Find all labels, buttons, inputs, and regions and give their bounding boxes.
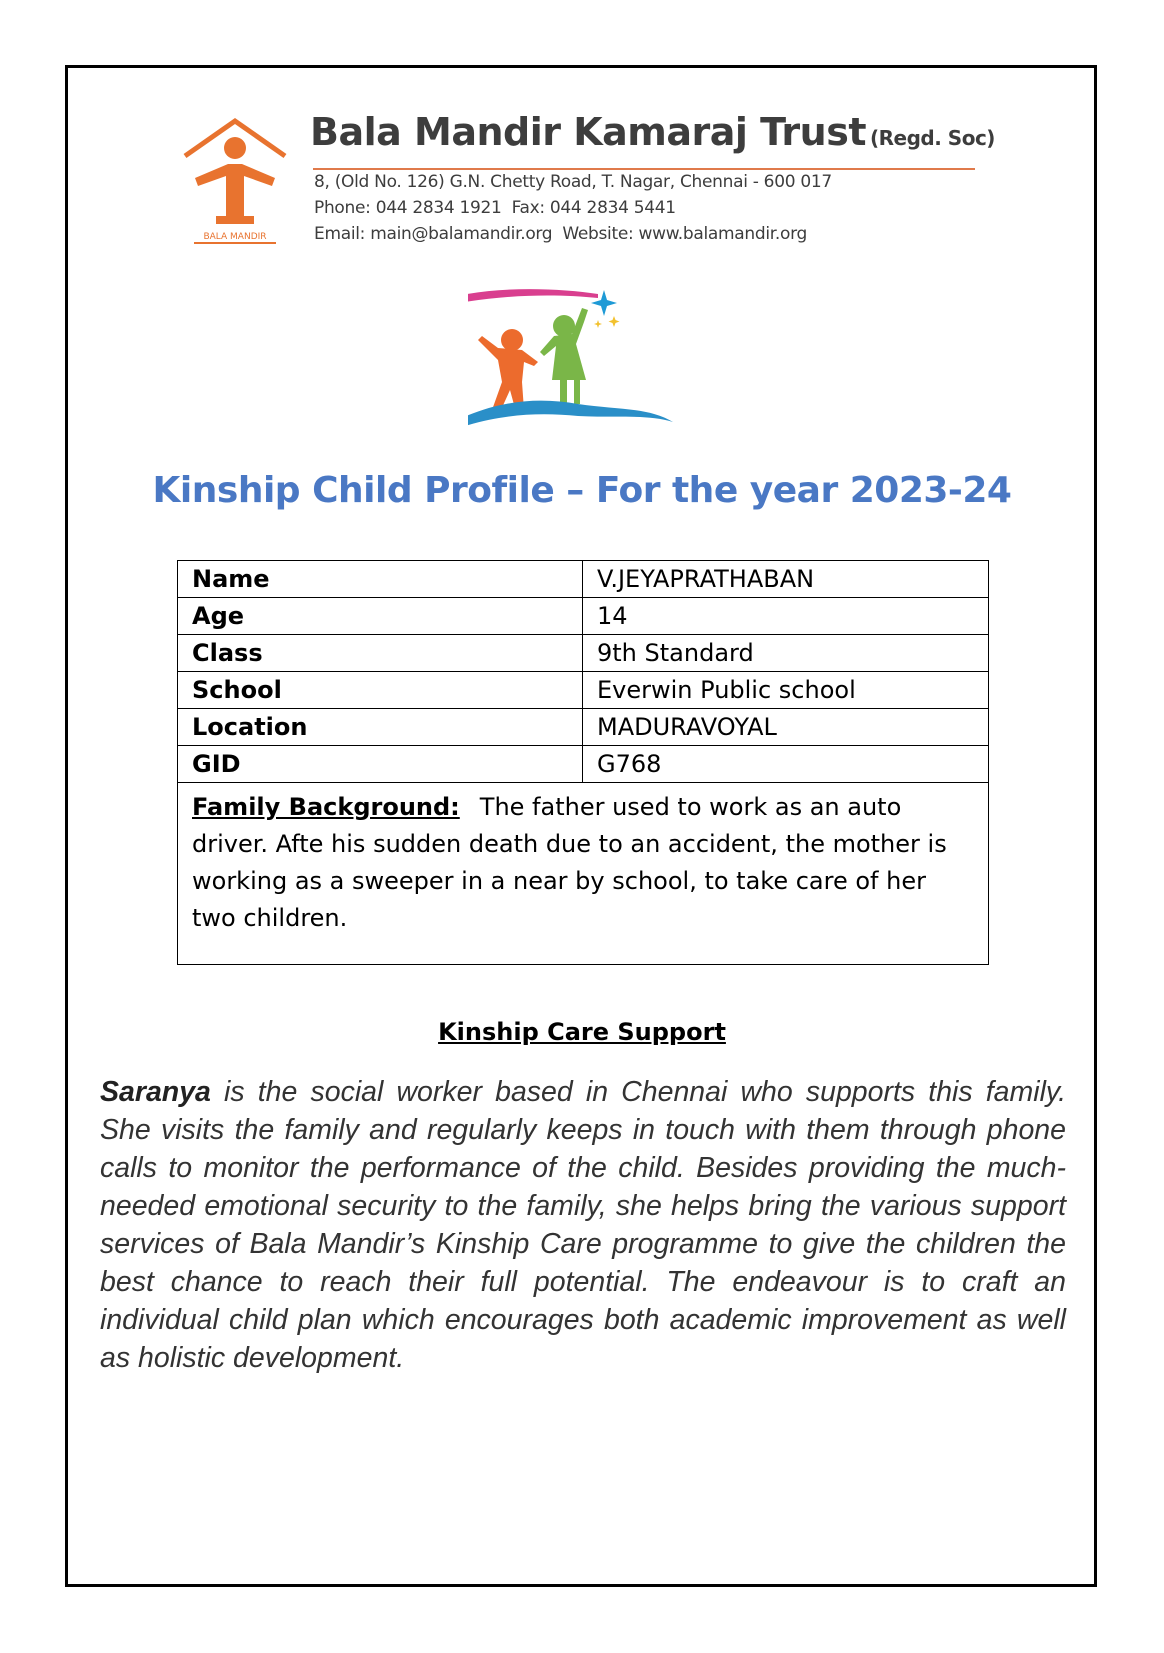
org-address: 8, (Old No. 126) G.N. Chetty Road, T. Nagar, Chennai - 600 017 [314,172,832,192]
profile-row-school [178,672,989,709]
family-background-label: Family Background: [192,793,460,821]
kinship-children-logo-icon [468,282,688,442]
profile-label: GID [178,746,583,783]
org-fax: Fax: 044 2834 5441 [511,198,676,218]
profile-label: School [178,672,583,709]
profile-value: 9th Standard [583,635,989,672]
profile-value: G768 [583,746,989,783]
bala-mandir-logo-icon [180,116,290,246]
support-heading: Kinship Care Support [438,1018,726,1046]
profile-label: Location [178,709,583,746]
profile-label: Class [178,635,583,672]
profile-label: Name [178,561,583,598]
profile-row-age [178,598,989,635]
social-worker-name: Saranya [100,1076,211,1108]
support-text: is the social worker based in Chennai who supports this family. She visits the family and regularly keeps in touch with them through phone calls to monitor the performance of the child. Besides providing the much-needed emotional security to the family, she helps bring the various support services of Bala Mandir’s Kinship Care programme to give the children the best chance to reach their full potential. The endeavour is to craft an individual child plan which encourages both academic improvement as well as holistic development. [100,1076,1066,1374]
support-paragraph [100,1073,1066,1377]
letterhead [180,110,995,260]
org-email: Email: main@balamandir.org [314,224,553,244]
profile-value: Everwin Public school [583,672,989,709]
org-phone-fax [314,198,676,218]
profile-value: MADURAVOYAL [583,709,989,746]
org-phone: Phone: 044 2834 1921 [314,198,502,218]
page-title: Kinship Child Profile – For the year 2023-24 [152,470,1012,511]
family-background-cell [178,783,989,965]
logo-caption: BALA MANDIR [203,232,267,242]
family-background-text: The father used to work as an auto driver. Afte his sudden death due to an accident, the mother is working as a sweeper in a near by school, to take care of her two children. [192,793,947,932]
profile-value: V.JEYAPRATHABAN [583,561,989,598]
org-reg: (Regd. Soc) [870,126,995,150]
org-website: Website: www.balamandir.org [562,224,807,244]
family-background-row [178,783,989,965]
profile-row-gid [178,746,989,783]
profile-row-location [178,709,989,746]
org-contact [314,224,807,244]
profile-row-class [178,635,989,672]
profile-value: 14 [583,598,989,635]
profile-label: Age [178,598,583,635]
org-name [310,110,995,154]
org-name-text: Bala Mandir Kamaraj Trust [310,110,866,154]
org-rule [313,168,975,170]
profile-table [177,560,989,965]
profile-row-name [178,561,989,598]
